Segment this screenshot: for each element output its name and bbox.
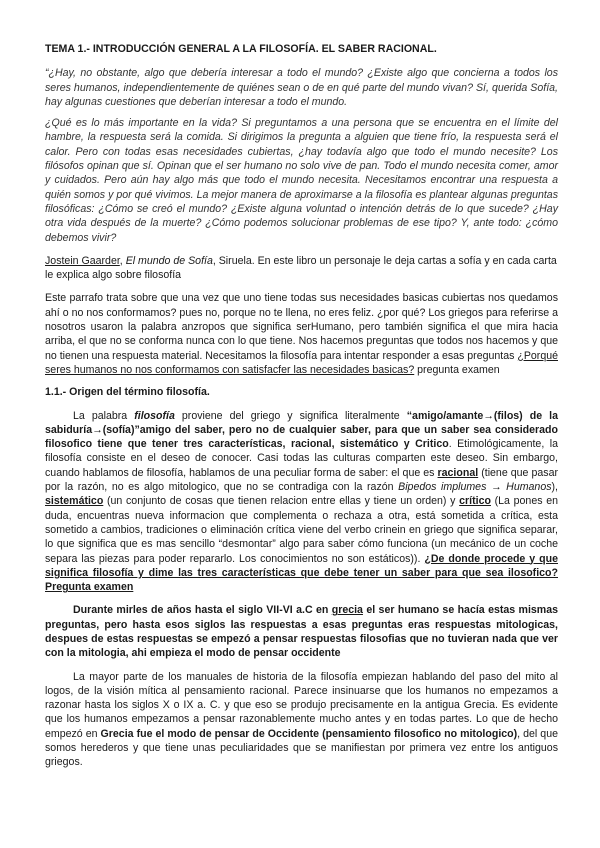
origin-etymology: “amigo/amante→(filos) de la sabiduría→(sofía)” (45, 409, 559, 436)
reference-publisher: , Siruela. (212, 254, 255, 267)
document-title: TEMA 1.- INTRODUCCIÓN GENERAL A LA FILOSOFÍA. EL SABER RACIONAL. (45, 43, 437, 55)
reference-book: El mundo de Sofía (125, 254, 213, 267)
origin-text-7: (La pones en duda, encuentras nueva informacion que complementa o rechaza a otra, está sometida a crítica, esta sometido a cambios, tradiciones o eliminación crítica viene del verbo crinein en griego que significa separar, lo que significa que es mas sencillo “desmontar” algo para saber cómo funciona (un mecánico de un coche separa las piezas para poder repararlo. Los conocimientos no son estáticos)). (45, 495, 558, 565)
origin-text-3: . Etimológicamente, la filosofía consiste en el deseo de conocer. Casi todas las culturas comparten este deseo. Sin embargo, cuando hablamos de filosofía, hablamos de una peculiar forma de saber: el que es (45, 438, 558, 479)
origin-paragraph (45, 409, 558, 595)
origin-text-2: proviene del griego y significa literalmente (174, 409, 407, 422)
quote-paragraph-2: ¿Qué es lo más importante en la vida? Si preguntamos a una persona que se encuentra en el límite del hambre, la respuesta será la comida. Si dirigimos la pregunta a alguien que tiene frío, la respuesta será el calor. Pero con todas esas necesidades cubiertas, ¿hay todavía algo que todo el mundo necesite? Los filósofos opinan que sí. Opinan que el ser humano no solo vive de pan. Todo el mundo necesita comer, amor y cuidados. Pero aún hay algo más que todo el mundo necesita. Necesitamos encontrar una respuesta a quién somos y por qué vivimos. La mejor manera de aproximarse a la filosofía es plantear algunas preguntas filosóficas: ¿Cómo se creó el mundo? ¿Existe alguna voluntad o intención detrás de lo que sucede? ¿Hay otra vida después de la muerte? ¿Cómo podemos solucionar problemas de ese tipo? Y, ante todo: ¿cómo debemos vivir? (45, 117, 558, 244)
reference-note: En este libro un personaje le deja cartas a sofía y en cada carta le explica algo sobre filosofía (45, 254, 557, 282)
manuals-text-2: , del que somos herederos y que tiene unas peculiaridades que se manifiestan por primera vez entre los antiguos griegos. (45, 727, 558, 769)
book-reference (45, 254, 558, 283)
origin-text-5: ), (551, 481, 559, 494)
term-racional: racional (437, 466, 479, 479)
exam-tag-1: pregunta examen (414, 363, 500, 376)
summary-text: Este parrafo trata sobre que una vez que uno tiene todas sus necesidades basicas cubiertas nos quedamos ahí o no nos conformamos? pues no, porque no te llena, no eres feliz. ¿por qué? Los griegos para referirse a nosotros usaron la palabra anzropos que significa serHumano, pero también significa el que mira hacia arriba, el que no se conforma nunca con lo que tiene. Nos hacemos preguntas que todos nos hacemos y que no tienen una respuesta material. Necesitamos la filosofía para intentar responder a esas preguntas (45, 292, 558, 362)
origin-text-4: (tiene que pasar por la razón, no es algo mitologico, que no se contradiga con la razón (45, 466, 558, 494)
origin-text-6: (un conjunto de cosas que tienen relacion entre ellas y tiene un orden) y (103, 495, 460, 508)
term-grecia: grecia (331, 604, 363, 617)
manuals-text-1: La mayor parte de los manuales de historia de la filosofía empiezan hablando del paso del mito al logos, de la visión mítica al pensamiento racional. Parece insinuarse que los humanos no empezamos a razonar hasta los siglos X o IX a. C. y que eso se produjo precisamente en la antigua Grecia. Es evidente que los humanos empezamos a pensar razonablemente mucho antes y en todas partes. Lo que de hecho empezó en (45, 670, 558, 740)
term-critico: crítico (459, 495, 491, 508)
history-text-1: Durante mirles de años hasta el siglo VII-VI a.C en (73, 604, 332, 617)
history-paragraph (45, 603, 558, 660)
origin-text-1: La palabra (73, 409, 135, 422)
term-sistematico: sistemático (45, 495, 104, 508)
reference-author: Jostein Gaarder (45, 254, 120, 267)
reference-comma: , (119, 254, 126, 267)
exam-question-2: ¿De donde procede y que significa filosofía y dime las tres características que debe tener un saber para que sea ilosofico? Pregunta examen (45, 552, 558, 594)
manuals-highlight: Grecia fue el modo de pensar de Occidente (pensamiento filosofico no mitologico) (100, 727, 518, 740)
history-text-2: el ser humano se hacía estas mismas preguntas, pero hasta esos siglos las respuestas a esas preguntas eras respuestas mitologicas, despues de estas respuestas se empezó a pensar respuestas filosofias que no tuvieran nada que ver con la mitologia, ahi empieza el modo de pensar occidente (45, 604, 559, 660)
origin-term-filosofia: filosofía (134, 409, 175, 422)
origin-definition: amigo del saber, pero no de cualquier saber, para que un saber sea considerado filosofico tiene que tener tres características, racional, sistemático y Critico (45, 423, 558, 451)
section-heading: 1.1.- Origen del término filosofía. (45, 386, 210, 399)
quote-paragraph-1: “¿Hay, no obstante, algo que debería interesar a todo el mundo? ¿Existe algo que concierna a todos los seres humanos, independientemente de quiénes sean o de en qué parte del mundo vivan? Sí, querida Sofía, hay algunas cuestiones que deberían interesar a todo el mundo. (45, 67, 558, 108)
manuals-paragraph (45, 670, 558, 770)
exam-question-1: ¿Porqué seres humanos no nos conformamos con satisfacfer las necesidades basicas? (45, 349, 558, 376)
summary-paragraph (45, 291, 558, 377)
origin-example: Bipedos implumes → Humanos (398, 481, 552, 494)
